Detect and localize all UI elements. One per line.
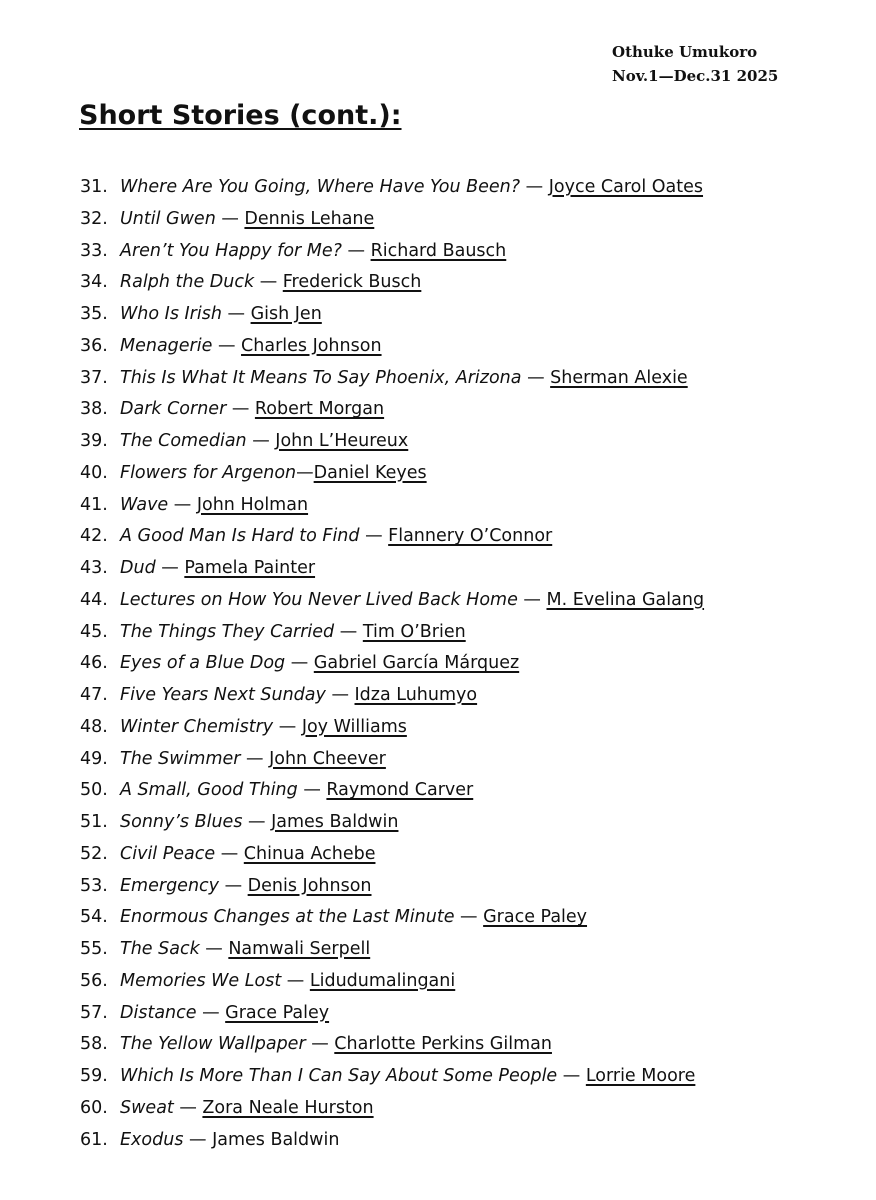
item-number: 39. [80, 431, 108, 451]
story-title: Enormous Changes at the Last Minute [120, 907, 455, 928]
item-number: 58. [80, 1034, 108, 1055]
story-title: The Sack [120, 939, 200, 959]
story-title: Which Is More Than I Can Say About Some People [120, 1066, 558, 1086]
story-author: Gabriel García Márquez [313, 653, 520, 674]
list-item [80, 1029, 704, 1061]
story-author: Zora Neale Hurston [202, 1097, 374, 1118]
story-author: James Baldwin [271, 812, 399, 832]
header-block [612, 40, 778, 88]
list-item [80, 712, 704, 744]
list-item [80, 553, 704, 585]
story-author: Pamela Painter [184, 558, 316, 578]
separator-dash: — [183, 1129, 213, 1150]
story-title: Who Is Irish [120, 304, 222, 324]
separator-dash: — [359, 526, 389, 547]
item-number: 55. [80, 939, 108, 959]
story-author: Lorrie Moore [585, 1066, 696, 1086]
separator-dash: — [334, 621, 363, 642]
separator-dash: — [199, 939, 229, 959]
separator-dash: — [254, 272, 283, 293]
list-item [80, 775, 704, 807]
item-number: 59. [80, 1066, 108, 1086]
separator-dash: — [215, 843, 244, 864]
separator-dash: — [296, 462, 314, 483]
story-title: The Comedian [120, 431, 247, 451]
separator-dash: — [281, 970, 310, 991]
story-author: Namwali Serpell [228, 939, 371, 959]
list-item [80, 363, 704, 395]
story-title: The Yellow Wallpaper [120, 1034, 306, 1055]
list-item [80, 236, 704, 268]
separator-dash: — [454, 907, 484, 928]
item-number: 37. [80, 367, 108, 388]
story-author: Charles Johnson [241, 335, 382, 356]
separator-dash: — [285, 653, 314, 674]
item-number: 56. [80, 970, 108, 991]
story-author: Grace Paley [483, 907, 588, 928]
story-author: Chinua Achebe [243, 843, 376, 864]
story-author: Grace Paley [225, 1002, 330, 1023]
item-number: 48. [80, 716, 108, 737]
story-title: Civil Peace [120, 843, 216, 864]
story-author: Tim O’Brien [362, 621, 466, 642]
item-number: 47. [80, 685, 108, 705]
list-item [80, 966, 704, 998]
list-item [80, 902, 704, 934]
separator-dash: — [341, 240, 371, 261]
story-list [80, 172, 704, 1156]
story-author: Richard Bausch [370, 240, 507, 261]
story-author: Robert Morgan [254, 399, 385, 420]
story-author: Charlotte Perkins Gilman [334, 1034, 552, 1055]
separator-dash: — [325, 685, 355, 705]
story-title: Flowers for Argenon [120, 462, 297, 483]
story-author: Denis Johnson [247, 875, 372, 896]
story-title: Five Years Next Sunday [120, 685, 326, 705]
story-author: M. Evelina Galang [546, 589, 705, 610]
story-title: Where Are You Going, Where Have You Been? [120, 177, 521, 197]
story-title: Until Gwen [120, 208, 216, 229]
item-number: 54. [80, 907, 108, 928]
separator-dash: — [226, 399, 255, 420]
story-title: Distance [120, 1002, 197, 1023]
list-item [80, 839, 704, 871]
author-name: Othuke Umukoro [612, 43, 758, 61]
story-author: John Holman [196, 494, 309, 515]
item-number: 38. [80, 399, 108, 420]
story-title: Winter Chemistry [120, 716, 274, 737]
item-number: 50. [80, 780, 108, 801]
list-item [80, 204, 704, 236]
story-author: John Cheever [269, 748, 386, 769]
item-number: 35. [80, 304, 108, 324]
separator-dash: — [520, 177, 549, 197]
item-number: 34. [80, 272, 108, 293]
separator-dash: — [221, 304, 251, 324]
story-author: John L’Heureux [275, 431, 409, 451]
item-number: 32. [80, 208, 108, 229]
story-title: Memories We Lost [120, 970, 282, 991]
story-title: Emergency [120, 875, 220, 896]
story-title: Dud [120, 558, 156, 578]
story-title: A Small, Good Thing [120, 780, 298, 801]
story-author: James Baldwin [212, 1129, 340, 1150]
item-number: 60. [80, 1097, 108, 1118]
story-title: Exodus [120, 1129, 184, 1150]
story-title: A Good Man Is Hard to Find [120, 526, 360, 547]
separator-dash: — [273, 716, 302, 737]
list-item [80, 1061, 704, 1093]
story-author: Raymond Carver [326, 780, 474, 801]
list-item [80, 331, 704, 363]
separator-dash: — [173, 1097, 203, 1118]
item-number: 44. [80, 589, 108, 610]
list-item [80, 267, 704, 299]
separator-dash: — [517, 589, 547, 610]
story-title: Dark Corner [120, 399, 227, 420]
separator-dash: — [242, 812, 272, 832]
story-author: Sherman Alexie [550, 367, 688, 388]
list-item [80, 585, 704, 617]
item-number: 43. [80, 558, 108, 578]
list-item [80, 521, 704, 553]
story-title: The Swimmer [120, 748, 241, 769]
item-number: 46. [80, 653, 108, 674]
story-author: Joy Williams [301, 716, 407, 737]
list-item [80, 998, 704, 1030]
story-author: Joyce Carol Oates [548, 177, 704, 197]
story-title: Eyes of a Blue Dog [120, 653, 286, 674]
item-number: 31. [80, 177, 108, 197]
story-title: Menagerie [120, 335, 213, 356]
separator-dash: — [196, 1002, 226, 1023]
item-number: 53. [80, 875, 108, 896]
item-number: 45. [80, 621, 108, 642]
story-author: Idza Luhumyo [354, 685, 478, 705]
story-author: Dennis Lehane [244, 208, 375, 229]
list-item [80, 617, 704, 649]
separator-dash: — [212, 335, 242, 356]
list-item [80, 1093, 704, 1125]
list-item [80, 458, 704, 490]
story-title: Wave [120, 494, 169, 515]
story-author: Flannery O’Connor [388, 526, 553, 547]
story-author: Daniel Keyes [313, 462, 427, 483]
list-item [80, 680, 704, 712]
list-item [80, 172, 704, 204]
item-number: 61. [80, 1129, 108, 1150]
list-item [80, 871, 704, 903]
story-title: Sonny’s Blues [120, 812, 243, 832]
item-number: 42. [80, 526, 108, 547]
story-author: Lidudumalingani [309, 970, 456, 991]
separator-dash: — [297, 780, 327, 801]
story-title: Lectures on How You Never Lived Back Home [120, 589, 518, 610]
story-title: Ralph the Duck [120, 272, 255, 293]
page-title: Short Stories (cont.): [79, 100, 402, 131]
item-number: 36. [80, 335, 108, 356]
separator-dash: — [155, 558, 185, 578]
item-number: 41. [80, 494, 108, 515]
list-item [80, 744, 704, 776]
item-number: 40. [80, 462, 108, 483]
separator-dash: — [215, 208, 245, 229]
separator-dash: — [240, 748, 270, 769]
list-item [80, 394, 704, 426]
list-item [80, 490, 704, 522]
item-number: 52. [80, 843, 108, 864]
list-item [80, 934, 704, 966]
item-number: 51. [80, 812, 108, 832]
item-number: 57. [80, 1002, 108, 1023]
story-title: The Things They Carried [120, 621, 335, 642]
list-item [80, 807, 704, 839]
separator-dash: — [246, 431, 276, 451]
separator-dash: — [305, 1034, 335, 1055]
story-author: Frederick Busch [282, 272, 422, 293]
separator-dash: — [219, 875, 248, 896]
list-item [80, 648, 704, 680]
list-item [80, 299, 704, 331]
separator-dash: — [168, 494, 197, 515]
item-number: 33. [80, 240, 108, 261]
item-number: 49. [80, 748, 108, 769]
story-author: Gish Jen [250, 304, 322, 324]
list-item [80, 1125, 704, 1157]
separator-dash: — [557, 1066, 586, 1086]
list-item [80, 426, 704, 458]
separator-dash: — [521, 367, 551, 388]
story-title: Sweat [120, 1097, 174, 1118]
date-range: Nov.1—Dec.31 2025 [612, 67, 779, 85]
story-title: Aren’t You Happy for Me? [120, 240, 342, 261]
story-title: This Is What It Means To Say Phoenix, Arizona [120, 367, 522, 388]
